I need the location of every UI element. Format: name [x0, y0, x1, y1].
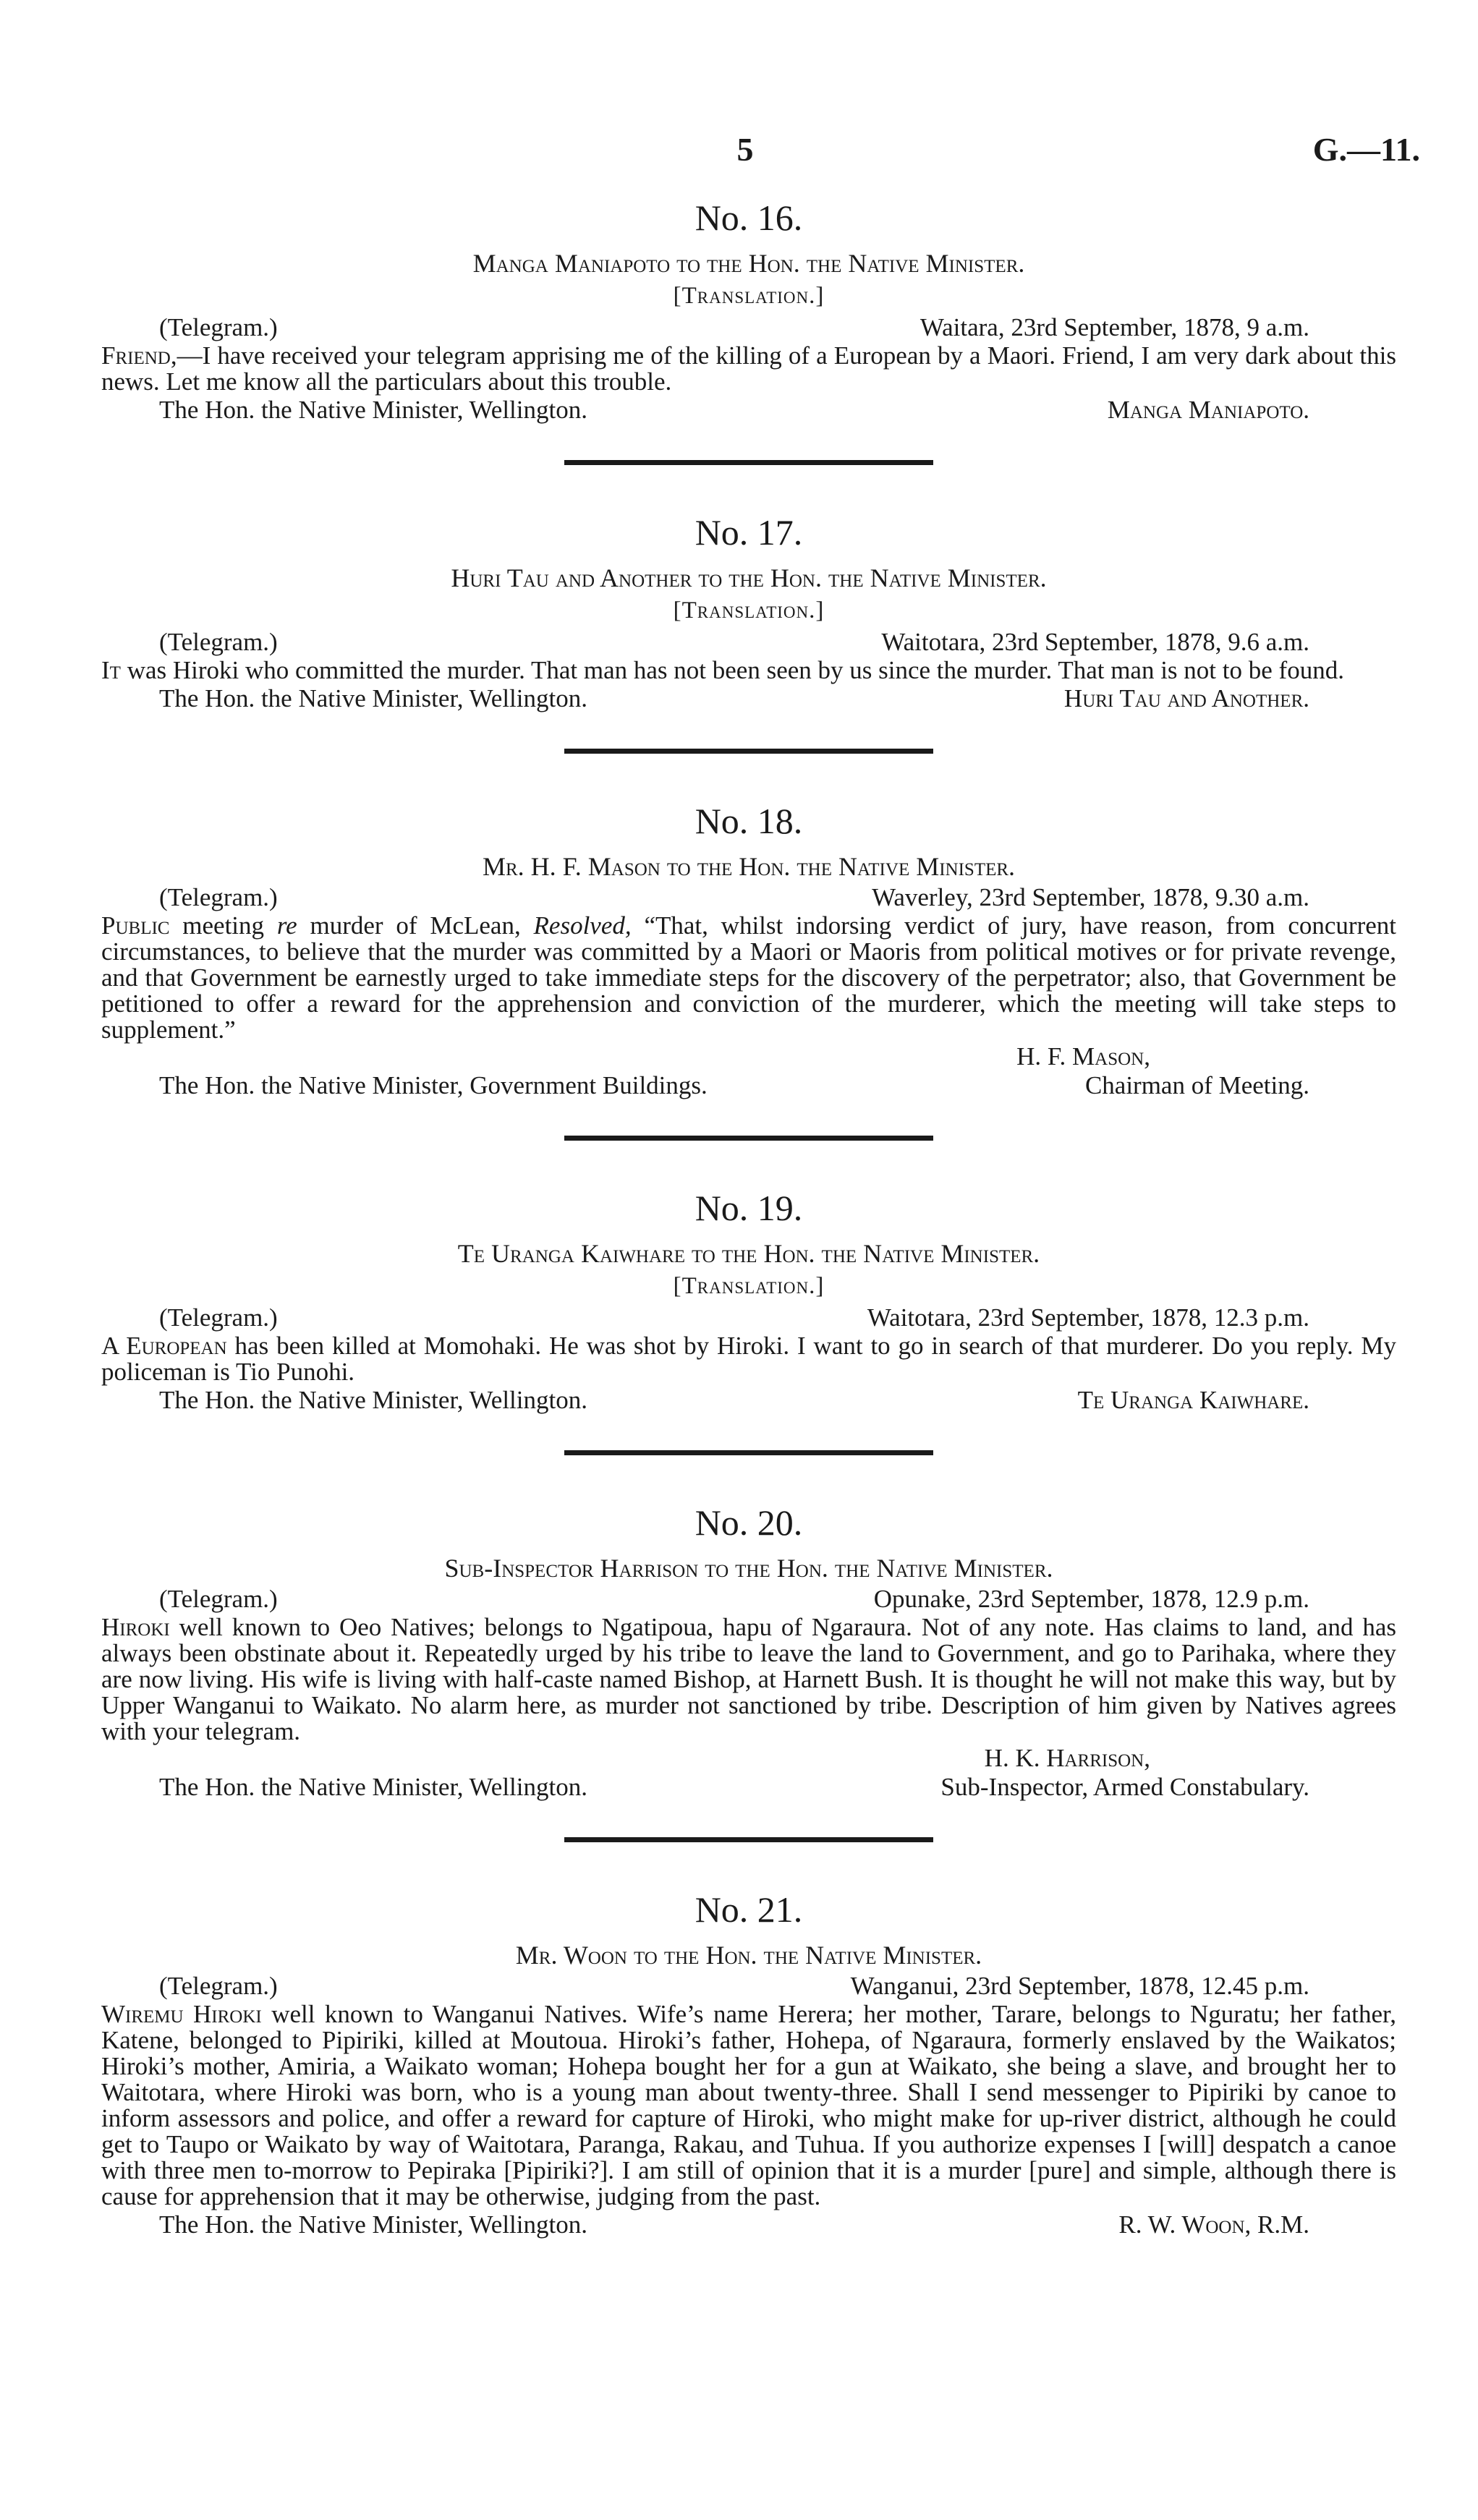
opening-word: It — [101, 656, 121, 684]
telegram-section-19 — [101, 1185, 1396, 1416]
telegram-section-20 — [101, 1500, 1396, 1802]
body-text: well known to Wanganui Natives. Wife’s name Herera; her mother, Tarare, belongs to Nguratu; her father, Katene, belonged to Pipiriki, killed at Moutoua. Hiroki’s father, Hohepa, of Ngaraura, formerly enslaved by the Waikatos; Hiroki’s mother, Amiria, a Waikato woman; Hohepa bought her for a gun at Waikato, she being a slave, and brought her to Waitotara, where Hiroki was born, who is a young man about twenty-three. Shall I send messenger to Pipiriki by canoe to inform assessors and police, and offer a reward for capture of Hiroki, who might make for up-river district, although he could get to Taupo or Waikato by way of Waitotara, Paranga, Rakau, and Tuhua. If you authorize expenses I [will] despatch a canoe with three men to-morrow to Pepiraka [Pipiriki?]. I am still of opinion that it is a murder [pure] and simple, although there is cause for apprehension that it may be otherwise, judging from the past. — [101, 2000, 1396, 2210]
signature-line — [101, 395, 1396, 425]
addressee: The Hon. the Native Minister, Wellington. — [159, 684, 587, 712]
opening-word: Hiroki — [101, 1613, 170, 1641]
opening-word: Public — [101, 911, 170, 940]
telegram-body — [101, 2001, 1396, 2210]
telegram-body — [101, 1614, 1396, 1745]
sender-title: Sub-Inspector, Armed Constabulary. — [940, 1773, 1309, 1801]
telegram-section-17 — [101, 510, 1396, 714]
opening-word: A European — [101, 1332, 227, 1360]
addressee: The Hon. the Native Minister, Wellington. — [159, 2210, 587, 2239]
telegram-line — [101, 312, 1396, 343]
section-heading: Mr. H. F. Mason to the Hon. the Native Minister. — [482, 852, 1016, 881]
opening-word: Wiremu Hiroki — [101, 2000, 262, 2028]
telegram-place-date: Opunake, 23rd September, 1878, 12.9 p.m. — [873, 1585, 1309, 1613]
section-heading: Sub-Inspector Harrison to the Hon. the Native Minister. — [444, 1554, 1053, 1583]
telegram-line — [101, 627, 1396, 657]
body-text: meeting — [169, 911, 277, 940]
telegram-place-date: Waitotara, 23rd September, 1878, 12.3 p.m. — [867, 1303, 1309, 1332]
sender-signature: Huri Tau and Another. — [1063, 684, 1309, 712]
section-divider — [564, 749, 933, 754]
telegram-label: (Telegram.) — [159, 883, 278, 911]
body-text: “That, whilst indorsing verdict of jury, have reason, from concurrent circumstances, to believe that the murder was committed by a Maori or Maoris from political motives or for private revenge, and that Government be earnestly urged to take immediate steps for the discovery of the perpetrator; also, that Government be petitioned to offer a reward for the apprehension and conviction of the murderer, which the meeting will take steps to supplement.” — [101, 911, 1396, 1044]
section-heading: Huri Tau and Another to the Hon. the Native Minister. — [451, 563, 1047, 592]
telegram-line — [101, 1971, 1396, 2001]
body-text: was Hiroki who committed the murder. That man has not been seen by us since the murder. That man is not to be found. — [120, 656, 1344, 684]
sender-signature: R. W. Woon, R.M. — [1118, 2210, 1309, 2239]
telegram-label: (Telegram.) — [159, 628, 278, 656]
section-divider — [564, 460, 933, 465]
section-number: No. 17. — [695, 512, 803, 553]
telegram-place-date: Waitara, 23rd September, 1878, 9 a.m. — [919, 313, 1309, 341]
telegram-label: (Telegram.) — [159, 1972, 278, 2000]
sender-name: H. K. Harrison, — [984, 1744, 1150, 1772]
document-code: G.—11. — [1312, 131, 1420, 168]
telegram-place-date: Waitotara, 23rd September, 1878, 9.6 a.m. — [881, 628, 1309, 656]
sender-signature: Te Uranga Kaiwhare. — [1077, 1386, 1309, 1414]
telegram-label: (Telegram.) — [159, 1585, 278, 1613]
signature-line — [101, 1772, 1396, 1802]
telegram-line — [101, 882, 1396, 913]
sender-name: H. F. Mason, — [1016, 1042, 1150, 1070]
translation-note: [Translation.] — [673, 1273, 825, 1299]
body-text: well known to Oeo Natives; belongs to Ngatipoua, hapu of Ngaraura. Not of any note. Has claims to land, and has always been obstinate about it. Repeatedly urged by his tribe to leave the land to Government, and go to Parihaka, where they are now living. His wife is living with half-caste named Bishop, at Harnett Bush. It is thought he will not make this way, but by Upper Wanganui to Waikato. No alarm here, as murder not sanctioned by tribe. Description of him given by Natives agrees with your telegram. — [101, 1613, 1396, 1745]
telegram-body — [101, 913, 1396, 1043]
body-text-italic: Resolved, — [533, 911, 632, 940]
addressee: The Hon. the Native Minister, Government Buildings. — [159, 1071, 708, 1099]
addressee: The Hon. the Native Minister, Wellington. — [159, 1386, 587, 1414]
telegram-section-18 — [101, 799, 1396, 1101]
body-text: has been killed at Momohaki. He was shot by Hiroki. I want to go in search of that murderer. Do you reply. My policeman is Tio Punohi. — [101, 1332, 1396, 1386]
section-divider — [564, 1450, 933, 1455]
telegram-body — [101, 1333, 1396, 1385]
addressee: The Hon. the Native Minister, Wellington. — [159, 396, 587, 424]
section-number: No. 18. — [695, 801, 803, 841]
body-text-italic: re — [276, 911, 297, 940]
signature-line — [101, 2210, 1396, 2240]
body-text: —I have received your telegram apprising me of the killing of a European by a Maori. Friend, I am very dark about this news. Let me know all the particulars about this trouble. — [101, 341, 1396, 396]
telegram-line — [101, 1584, 1396, 1614]
addressee: The Hon. the Native Minister, Wellington. — [159, 1773, 587, 1801]
sender-signature: Manga Maniapoto. — [1107, 396, 1309, 424]
page-number: 5 — [736, 131, 754, 168]
telegram-section-16 — [101, 195, 1396, 425]
signature-line — [101, 684, 1396, 714]
section-heading: Te Uranga Kaiwhare to the Hon. the Native Minister. — [457, 1239, 1040, 1268]
section-heading: Manga Maniapoto to the Hon. the Native Minister. — [472, 249, 1025, 278]
section-number: No. 19. — [695, 1188, 803, 1228]
telegram-place-date: Waverley, 23rd September, 1878, 9.30 a.m. — [872, 883, 1309, 911]
telegram-line — [101, 1303, 1396, 1333]
section-divider — [564, 1136, 933, 1141]
section-number: No. 21. — [695, 1889, 803, 1930]
section-divider — [564, 1837, 933, 1842]
body-text: murder of McLean, — [297, 911, 534, 940]
telegram-body — [101, 657, 1396, 684]
translation-note: [Translation.] — [673, 597, 825, 623]
document-body — [101, 195, 1396, 2240]
section-heading: Mr. Woon to the Hon. the Native Minister. — [515, 1941, 982, 1970]
telegram-place-date: Wanganui, 23rd September, 1878, 12.45 p.m. — [850, 1972, 1309, 2000]
signature-line — [101, 1070, 1396, 1101]
telegram-label: (Telegram.) — [159, 313, 278, 341]
opening-word: Friend, — [101, 341, 177, 370]
telegram-label: (Telegram.) — [159, 1303, 278, 1332]
section-number: No. 20. — [695, 1502, 803, 1543]
signature-line — [101, 1385, 1396, 1416]
telegram-section-21 — [101, 1887, 1396, 2240]
section-number: No. 16. — [695, 197, 803, 238]
telegram-body — [101, 343, 1396, 395]
sender-title: Chairman of Meeting. — [1084, 1071, 1309, 1099]
translation-note: [Translation.] — [673, 283, 825, 309]
